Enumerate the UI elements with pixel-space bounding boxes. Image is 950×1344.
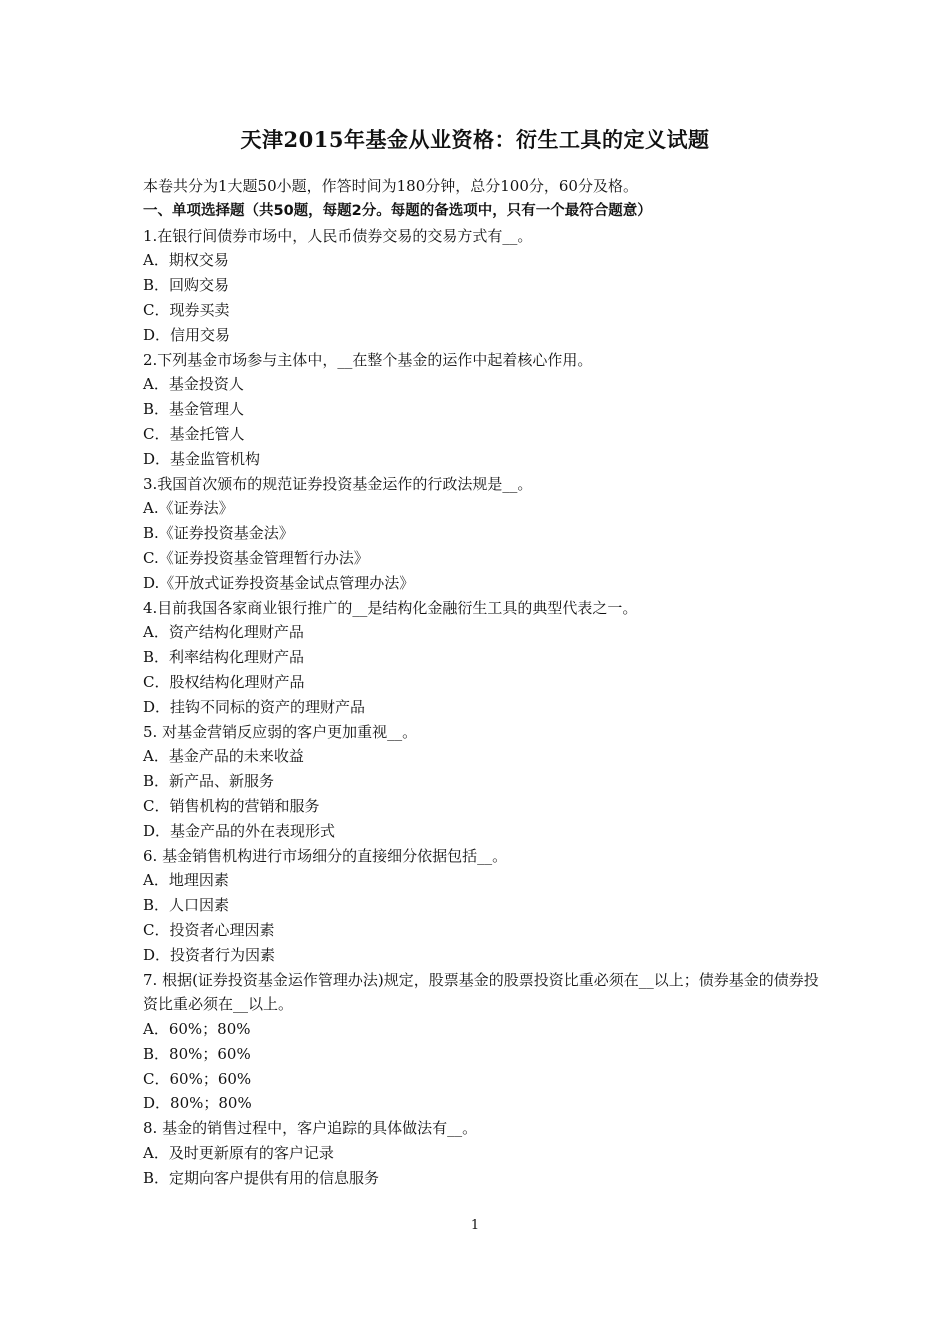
option-b: B．新产品、新服务: [143, 772, 275, 791]
option-d: D．基金产品的外在表现形式: [143, 821, 336, 840]
option-b: B．人口因素: [143, 896, 230, 915]
option-b: B．定期向客户提供有用的信息服务: [143, 1168, 380, 1187]
question-stem: 1.在银行间债券市场中，人民币债券交易的交易方式有__。: [143, 226, 533, 245]
question-stem: 8. 基金的销售过程中，客户追踪的具体做法有__。: [143, 1119, 478, 1138]
option-c: C．投资者心理因素: [143, 920, 275, 939]
option-b: B．回购交易: [143, 276, 230, 295]
exam-intro: 本卷共分为1大题50小题，作答时间为180分钟，总分100分，60分及格。: [143, 177, 638, 195]
page-number: 1: [470, 1218, 480, 1233]
option-a: A．基金产品的未来收益: [143, 747, 304, 766]
option-a: A．地理因素: [143, 871, 229, 890]
option-a: A．及时更新原有的客户记录: [143, 1144, 334, 1163]
option-d: D.《开放式证券投资基金试点管理办法》: [143, 573, 415, 592]
option-a: A．资产结构化理财产品: [143, 623, 304, 642]
option-a: A.《证券法》: [143, 499, 234, 518]
question-stem: 2.下列基金市场参与主体中，__在整个基金的运作中起着核心作用。: [143, 350, 593, 369]
section-heading: 一、单项选择题（共50题，每题2分。每题的备选项中，只有一个最符合题意）: [143, 202, 652, 219]
option-c: C．销售机构的营销和服务: [143, 796, 320, 815]
question-stem: 3.我国首次颁布的规范证券投资基金运作的行政法规是__。: [143, 474, 533, 493]
option-c: C．现券买卖: [143, 300, 230, 319]
option-a: A．60%；80%: [143, 1020, 251, 1039]
option-c: C．基金托管人: [143, 424, 245, 443]
option-b: B．基金管理人: [143, 400, 245, 419]
option-d: D．80%；80%: [143, 1094, 252, 1113]
option-d: D．信用交易: [143, 325, 231, 344]
option-c: C．股权结构化理财产品: [143, 672, 305, 691]
option-b: B．利率结构化理财产品: [143, 648, 305, 667]
option-d: D．挂钩不同标的资产的理财产品: [143, 697, 366, 716]
page-title: 天津2015年基金从业资格：衍生工具的定义试题: [240, 127, 710, 152]
question-stem: 4.目前我国各家商业银行推广的__是结构化金融衍生工具的典型代表之一。: [143, 598, 638, 617]
option-d: D．基金监管机构: [143, 449, 261, 468]
option-b: B.《证券投资基金法》: [143, 524, 294, 543]
question-stem: 5. 对基金营销反应弱的客户更加重视__。: [143, 722, 418, 741]
option-c: C.《证券投资基金管理暂行办法》: [143, 548, 369, 567]
option-a: A．期权交易: [143, 251, 229, 270]
question-stem: 6. 基金销售机构进行市场细分的直接细分依据包括__。: [143, 846, 508, 865]
option-d: D．投资者行为因素: [143, 945, 276, 964]
option-c: C．60%；60%: [143, 1069, 252, 1088]
option-a: A．基金投资人: [143, 375, 244, 394]
exam-content: [143, 174, 823, 1191]
question-stem: 7. 根据(证券投资基金运作管理办法)规定，股票基金的股票投资比重必须在__以上；债券基金的债券投资比重必须在__以上。: [143, 970, 819, 1014]
option-b: B．80%；60%: [143, 1044, 251, 1063]
